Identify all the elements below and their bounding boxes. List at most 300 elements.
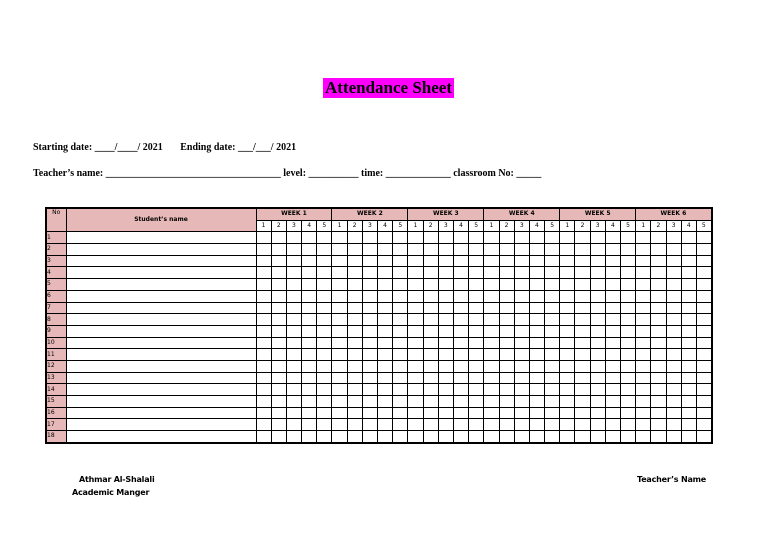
attendance-cell[interactable]	[484, 255, 499, 267]
attendance-cell[interactable]	[332, 419, 347, 431]
attendance-cell[interactable]	[408, 431, 423, 443]
attendance-cell[interactable]	[499, 431, 514, 443]
attendance-cell[interactable]	[393, 267, 408, 279]
attendance-cell[interactable]	[636, 349, 651, 361]
attendance-cell[interactable]	[651, 384, 666, 396]
attendance-cell[interactable]	[286, 360, 301, 372]
attendance-cell[interactable]	[636, 302, 651, 314]
attendance-cell[interactable]	[393, 255, 408, 267]
attendance-cell[interactable]	[453, 255, 468, 267]
attendance-cell[interactable]	[545, 360, 560, 372]
attendance-cell[interactable]	[560, 325, 575, 337]
attendance-cell[interactable]	[423, 337, 438, 349]
attendance-cell[interactable]	[362, 279, 377, 291]
attendance-cell[interactable]	[256, 267, 271, 279]
attendance-cell[interactable]	[484, 337, 499, 349]
attendance-cell[interactable]	[484, 407, 499, 419]
attendance-cell[interactable]	[469, 372, 484, 384]
attendance-cell[interactable]	[621, 255, 636, 267]
attendance-cell[interactable]	[469, 360, 484, 372]
attendance-cell[interactable]	[302, 396, 317, 408]
attendance-cell[interactable]	[651, 244, 666, 256]
attendance-cell[interactable]	[696, 419, 711, 431]
student-name-cell[interactable]	[66, 360, 256, 372]
attendance-cell[interactable]	[484, 314, 499, 326]
student-name-cell[interactable]	[66, 255, 256, 267]
attendance-cell[interactable]	[286, 325, 301, 337]
attendance-cell[interactable]	[560, 360, 575, 372]
attendance-cell[interactable]	[529, 419, 544, 431]
attendance-cell[interactable]	[332, 372, 347, 384]
attendance-cell[interactable]	[696, 290, 711, 302]
attendance-cell[interactable]	[514, 325, 529, 337]
attendance-cell[interactable]	[271, 372, 286, 384]
attendance-cell[interactable]	[438, 302, 453, 314]
attendance-cell[interactable]	[256, 431, 271, 443]
attendance-cell[interactable]	[347, 325, 362, 337]
attendance-cell[interactable]	[362, 372, 377, 384]
attendance-cell[interactable]	[378, 384, 393, 396]
attendance-cell[interactable]	[469, 337, 484, 349]
attendance-cell[interactable]	[271, 325, 286, 337]
attendance-cell[interactable]	[651, 407, 666, 419]
attendance-cell[interactable]	[332, 279, 347, 291]
attendance-cell[interactable]	[499, 244, 514, 256]
attendance-cell[interactable]	[362, 302, 377, 314]
attendance-cell[interactable]	[271, 267, 286, 279]
attendance-cell[interactable]	[499, 325, 514, 337]
attendance-cell[interactable]	[621, 267, 636, 279]
attendance-cell[interactable]	[332, 255, 347, 267]
attendance-cell[interactable]	[529, 360, 544, 372]
attendance-cell[interactable]	[469, 349, 484, 361]
attendance-cell[interactable]	[514, 279, 529, 291]
attendance-cell[interactable]	[681, 360, 696, 372]
attendance-cell[interactable]	[469, 396, 484, 408]
attendance-cell[interactable]	[317, 325, 332, 337]
attendance-cell[interactable]	[605, 290, 620, 302]
attendance-cell[interactable]	[378, 255, 393, 267]
attendance-cell[interactable]	[621, 431, 636, 443]
attendance-cell[interactable]	[621, 279, 636, 291]
attendance-cell[interactable]	[347, 279, 362, 291]
attendance-cell[interactable]	[696, 360, 711, 372]
attendance-cell[interactable]	[696, 325, 711, 337]
attendance-cell[interactable]	[378, 337, 393, 349]
attendance-cell[interactable]	[271, 419, 286, 431]
attendance-cell[interactable]	[362, 244, 377, 256]
attendance-cell[interactable]	[681, 396, 696, 408]
attendance-cell[interactable]	[666, 325, 681, 337]
attendance-cell[interactable]	[317, 255, 332, 267]
attendance-cell[interactable]	[286, 372, 301, 384]
attendance-cell[interactable]	[256, 255, 271, 267]
attendance-cell[interactable]	[605, 360, 620, 372]
attendance-cell[interactable]	[666, 360, 681, 372]
attendance-cell[interactable]	[484, 431, 499, 443]
attendance-cell[interactable]	[453, 325, 468, 337]
attendance-cell[interactable]	[317, 244, 332, 256]
attendance-cell[interactable]	[575, 255, 590, 267]
attendance-cell[interactable]	[423, 314, 438, 326]
attendance-cell[interactable]	[423, 302, 438, 314]
attendance-cell[interactable]	[590, 349, 605, 361]
attendance-cell[interactable]	[514, 431, 529, 443]
attendance-cell[interactable]	[651, 267, 666, 279]
attendance-cell[interactable]	[560, 337, 575, 349]
attendance-cell[interactable]	[545, 279, 560, 291]
attendance-cell[interactable]	[529, 267, 544, 279]
attendance-cell[interactable]	[605, 349, 620, 361]
attendance-cell[interactable]	[545, 267, 560, 279]
attendance-cell[interactable]	[438, 290, 453, 302]
attendance-cell[interactable]	[302, 255, 317, 267]
attendance-cell[interactable]	[408, 325, 423, 337]
attendance-cell[interactable]	[469, 325, 484, 337]
attendance-cell[interactable]	[393, 314, 408, 326]
attendance-cell[interactable]	[666, 407, 681, 419]
attendance-cell[interactable]	[393, 232, 408, 244]
attendance-cell[interactable]	[438, 267, 453, 279]
attendance-cell[interactable]	[529, 396, 544, 408]
attendance-cell[interactable]	[286, 267, 301, 279]
attendance-cell[interactable]	[393, 302, 408, 314]
student-name-cell[interactable]	[66, 419, 256, 431]
attendance-cell[interactable]	[529, 232, 544, 244]
attendance-cell[interactable]	[499, 314, 514, 326]
attendance-cell[interactable]	[347, 431, 362, 443]
attendance-cell[interactable]	[347, 314, 362, 326]
attendance-cell[interactable]	[560, 290, 575, 302]
attendance-cell[interactable]	[362, 290, 377, 302]
attendance-cell[interactable]	[681, 255, 696, 267]
attendance-cell[interactable]	[453, 419, 468, 431]
attendance-cell[interactable]	[621, 244, 636, 256]
attendance-cell[interactable]	[590, 314, 605, 326]
attendance-cell[interactable]	[590, 372, 605, 384]
attendance-cell[interactable]	[271, 407, 286, 419]
attendance-cell[interactable]	[362, 337, 377, 349]
attendance-cell[interactable]	[590, 302, 605, 314]
attendance-cell[interactable]	[666, 255, 681, 267]
attendance-cell[interactable]	[469, 267, 484, 279]
attendance-cell[interactable]	[590, 360, 605, 372]
attendance-cell[interactable]	[605, 407, 620, 419]
attendance-cell[interactable]	[393, 349, 408, 361]
attendance-cell[interactable]	[469, 244, 484, 256]
attendance-cell[interactable]	[560, 396, 575, 408]
attendance-cell[interactable]	[590, 267, 605, 279]
attendance-cell[interactable]	[545, 255, 560, 267]
attendance-cell[interactable]	[529, 372, 544, 384]
attendance-cell[interactable]	[529, 244, 544, 256]
attendance-cell[interactable]	[362, 349, 377, 361]
attendance-cell[interactable]	[499, 372, 514, 384]
attendance-cell[interactable]	[560, 407, 575, 419]
attendance-cell[interactable]	[408, 267, 423, 279]
attendance-cell[interactable]	[347, 384, 362, 396]
attendance-cell[interactable]	[560, 232, 575, 244]
attendance-cell[interactable]	[378, 419, 393, 431]
attendance-cell[interactable]	[469, 314, 484, 326]
attendance-cell[interactable]	[286, 396, 301, 408]
attendance-cell[interactable]	[286, 314, 301, 326]
attendance-cell[interactable]	[621, 407, 636, 419]
student-name-cell[interactable]	[66, 232, 256, 244]
attendance-cell[interactable]	[696, 349, 711, 361]
attendance-cell[interactable]	[256, 232, 271, 244]
attendance-cell[interactable]	[423, 267, 438, 279]
attendance-cell[interactable]	[317, 396, 332, 408]
attendance-cell[interactable]	[529, 290, 544, 302]
attendance-cell[interactable]	[408, 360, 423, 372]
attendance-cell[interactable]	[332, 349, 347, 361]
attendance-cell[interactable]	[666, 314, 681, 326]
attendance-cell[interactable]	[438, 419, 453, 431]
attendance-cell[interactable]	[286, 384, 301, 396]
attendance-cell[interactable]	[423, 384, 438, 396]
attendance-cell[interactable]	[378, 232, 393, 244]
attendance-cell[interactable]	[271, 314, 286, 326]
attendance-cell[interactable]	[681, 244, 696, 256]
attendance-cell[interactable]	[651, 232, 666, 244]
attendance-cell[interactable]	[423, 419, 438, 431]
attendance-cell[interactable]	[317, 431, 332, 443]
attendance-cell[interactable]	[286, 232, 301, 244]
attendance-cell[interactable]	[484, 396, 499, 408]
attendance-cell[interactable]	[453, 267, 468, 279]
attendance-cell[interactable]	[499, 255, 514, 267]
attendance-cell[interactable]	[347, 372, 362, 384]
attendance-cell[interactable]	[393, 337, 408, 349]
attendance-cell[interactable]	[378, 244, 393, 256]
attendance-cell[interactable]	[332, 384, 347, 396]
attendance-cell[interactable]	[484, 302, 499, 314]
attendance-cell[interactable]	[347, 337, 362, 349]
attendance-cell[interactable]	[636, 314, 651, 326]
attendance-cell[interactable]	[499, 290, 514, 302]
attendance-cell[interactable]	[560, 384, 575, 396]
attendance-cell[interactable]	[469, 384, 484, 396]
attendance-cell[interactable]	[529, 314, 544, 326]
attendance-cell[interactable]	[484, 419, 499, 431]
attendance-cell[interactable]	[651, 396, 666, 408]
attendance-cell[interactable]	[453, 244, 468, 256]
attendance-cell[interactable]	[484, 325, 499, 337]
attendance-cell[interactable]	[332, 244, 347, 256]
attendance-cell[interactable]	[378, 290, 393, 302]
attendance-cell[interactable]	[378, 349, 393, 361]
attendance-cell[interactable]	[484, 384, 499, 396]
attendance-cell[interactable]	[575, 314, 590, 326]
student-name-cell[interactable]	[66, 325, 256, 337]
attendance-cell[interactable]	[286, 255, 301, 267]
attendance-cell[interactable]	[514, 349, 529, 361]
attendance-cell[interactable]	[347, 419, 362, 431]
attendance-cell[interactable]	[681, 372, 696, 384]
attendance-cell[interactable]	[575, 407, 590, 419]
attendance-cell[interactable]	[453, 360, 468, 372]
attendance-cell[interactable]	[605, 337, 620, 349]
attendance-cell[interactable]	[575, 232, 590, 244]
attendance-cell[interactable]	[545, 384, 560, 396]
attendance-cell[interactable]	[621, 302, 636, 314]
attendance-cell[interactable]	[302, 302, 317, 314]
attendance-cell[interactable]	[605, 244, 620, 256]
attendance-cell[interactable]	[347, 267, 362, 279]
attendance-cell[interactable]	[590, 384, 605, 396]
attendance-cell[interactable]	[469, 255, 484, 267]
attendance-cell[interactable]	[666, 337, 681, 349]
attendance-cell[interactable]	[560, 267, 575, 279]
attendance-cell[interactable]	[362, 255, 377, 267]
attendance-cell[interactable]	[469, 279, 484, 291]
attendance-cell[interactable]	[514, 384, 529, 396]
attendance-cell[interactable]	[514, 396, 529, 408]
attendance-cell[interactable]	[408, 337, 423, 349]
attendance-cell[interactable]	[271, 337, 286, 349]
attendance-cell[interactable]	[286, 419, 301, 431]
attendance-cell[interactable]	[666, 302, 681, 314]
attendance-cell[interactable]	[408, 255, 423, 267]
attendance-cell[interactable]	[651, 337, 666, 349]
attendance-cell[interactable]	[302, 232, 317, 244]
attendance-cell[interactable]	[666, 372, 681, 384]
attendance-cell[interactable]	[256, 337, 271, 349]
attendance-cell[interactable]	[545, 431, 560, 443]
attendance-cell[interactable]	[286, 244, 301, 256]
attendance-cell[interactable]	[256, 349, 271, 361]
attendance-cell[interactable]	[636, 244, 651, 256]
attendance-cell[interactable]	[681, 279, 696, 291]
attendance-cell[interactable]	[499, 232, 514, 244]
attendance-cell[interactable]	[408, 302, 423, 314]
attendance-cell[interactable]	[529, 407, 544, 419]
attendance-cell[interactable]	[453, 372, 468, 384]
attendance-cell[interactable]	[302, 314, 317, 326]
attendance-cell[interactable]	[514, 267, 529, 279]
attendance-cell[interactable]	[362, 384, 377, 396]
attendance-cell[interactable]	[514, 232, 529, 244]
attendance-cell[interactable]	[317, 349, 332, 361]
attendance-cell[interactable]	[256, 314, 271, 326]
attendance-cell[interactable]	[666, 384, 681, 396]
attendance-cell[interactable]	[636, 419, 651, 431]
attendance-cell[interactable]	[575, 325, 590, 337]
attendance-cell[interactable]	[453, 302, 468, 314]
attendance-cell[interactable]	[529, 279, 544, 291]
attendance-cell[interactable]	[453, 290, 468, 302]
attendance-cell[interactable]	[453, 314, 468, 326]
attendance-cell[interactable]	[393, 419, 408, 431]
attendance-cell[interactable]	[545, 314, 560, 326]
attendance-cell[interactable]	[575, 337, 590, 349]
attendance-cell[interactable]	[378, 360, 393, 372]
attendance-cell[interactable]	[545, 396, 560, 408]
attendance-cell[interactable]	[681, 407, 696, 419]
attendance-cell[interactable]	[605, 302, 620, 314]
attendance-cell[interactable]	[621, 232, 636, 244]
attendance-cell[interactable]	[575, 372, 590, 384]
attendance-cell[interactable]	[453, 232, 468, 244]
attendance-cell[interactable]	[393, 290, 408, 302]
attendance-cell[interactable]	[317, 302, 332, 314]
attendance-cell[interactable]	[605, 325, 620, 337]
attendance-cell[interactable]	[362, 232, 377, 244]
attendance-cell[interactable]	[529, 337, 544, 349]
attendance-cell[interactable]	[545, 337, 560, 349]
attendance-cell[interactable]	[378, 314, 393, 326]
attendance-cell[interactable]	[651, 372, 666, 384]
attendance-cell[interactable]	[696, 279, 711, 291]
attendance-cell[interactable]	[651, 419, 666, 431]
attendance-cell[interactable]	[378, 279, 393, 291]
attendance-cell[interactable]	[362, 314, 377, 326]
attendance-cell[interactable]	[666, 279, 681, 291]
attendance-cell[interactable]	[621, 419, 636, 431]
attendance-cell[interactable]	[362, 419, 377, 431]
attendance-cell[interactable]	[681, 419, 696, 431]
student-name-cell[interactable]	[66, 267, 256, 279]
attendance-cell[interactable]	[666, 244, 681, 256]
attendance-cell[interactable]	[438, 431, 453, 443]
attendance-cell[interactable]	[256, 419, 271, 431]
attendance-cell[interactable]	[575, 244, 590, 256]
student-name-cell[interactable]	[66, 314, 256, 326]
attendance-cell[interactable]	[651, 255, 666, 267]
attendance-cell[interactable]	[621, 360, 636, 372]
attendance-cell[interactable]	[696, 244, 711, 256]
attendance-cell[interactable]	[696, 337, 711, 349]
attendance-cell[interactable]	[499, 279, 514, 291]
attendance-cell[interactable]	[636, 267, 651, 279]
attendance-cell[interactable]	[636, 279, 651, 291]
attendance-cell[interactable]	[256, 360, 271, 372]
attendance-cell[interactable]	[560, 244, 575, 256]
attendance-cell[interactable]	[529, 255, 544, 267]
attendance-cell[interactable]	[378, 267, 393, 279]
attendance-cell[interactable]	[636, 255, 651, 267]
attendance-cell[interactable]	[271, 279, 286, 291]
attendance-cell[interactable]	[362, 396, 377, 408]
attendance-cell[interactable]	[590, 419, 605, 431]
attendance-cell[interactable]	[423, 431, 438, 443]
attendance-cell[interactable]	[560, 279, 575, 291]
attendance-cell[interactable]	[590, 244, 605, 256]
attendance-cell[interactable]	[317, 360, 332, 372]
attendance-cell[interactable]	[408, 372, 423, 384]
attendance-cell[interactable]	[332, 267, 347, 279]
attendance-cell[interactable]	[286, 349, 301, 361]
attendance-cell[interactable]	[529, 384, 544, 396]
attendance-cell[interactable]	[362, 407, 377, 419]
attendance-cell[interactable]	[393, 407, 408, 419]
attendance-cell[interactable]	[605, 384, 620, 396]
attendance-cell[interactable]	[575, 349, 590, 361]
attendance-cell[interactable]	[302, 267, 317, 279]
attendance-cell[interactable]	[636, 396, 651, 408]
attendance-cell[interactable]	[378, 325, 393, 337]
attendance-cell[interactable]	[681, 384, 696, 396]
attendance-cell[interactable]	[696, 407, 711, 419]
attendance-cell[interactable]	[438, 372, 453, 384]
attendance-cell[interactable]	[605, 431, 620, 443]
attendance-cell[interactable]	[256, 325, 271, 337]
attendance-cell[interactable]	[575, 396, 590, 408]
attendance-cell[interactable]	[256, 372, 271, 384]
attendance-cell[interactable]	[317, 372, 332, 384]
attendance-cell[interactable]	[514, 337, 529, 349]
